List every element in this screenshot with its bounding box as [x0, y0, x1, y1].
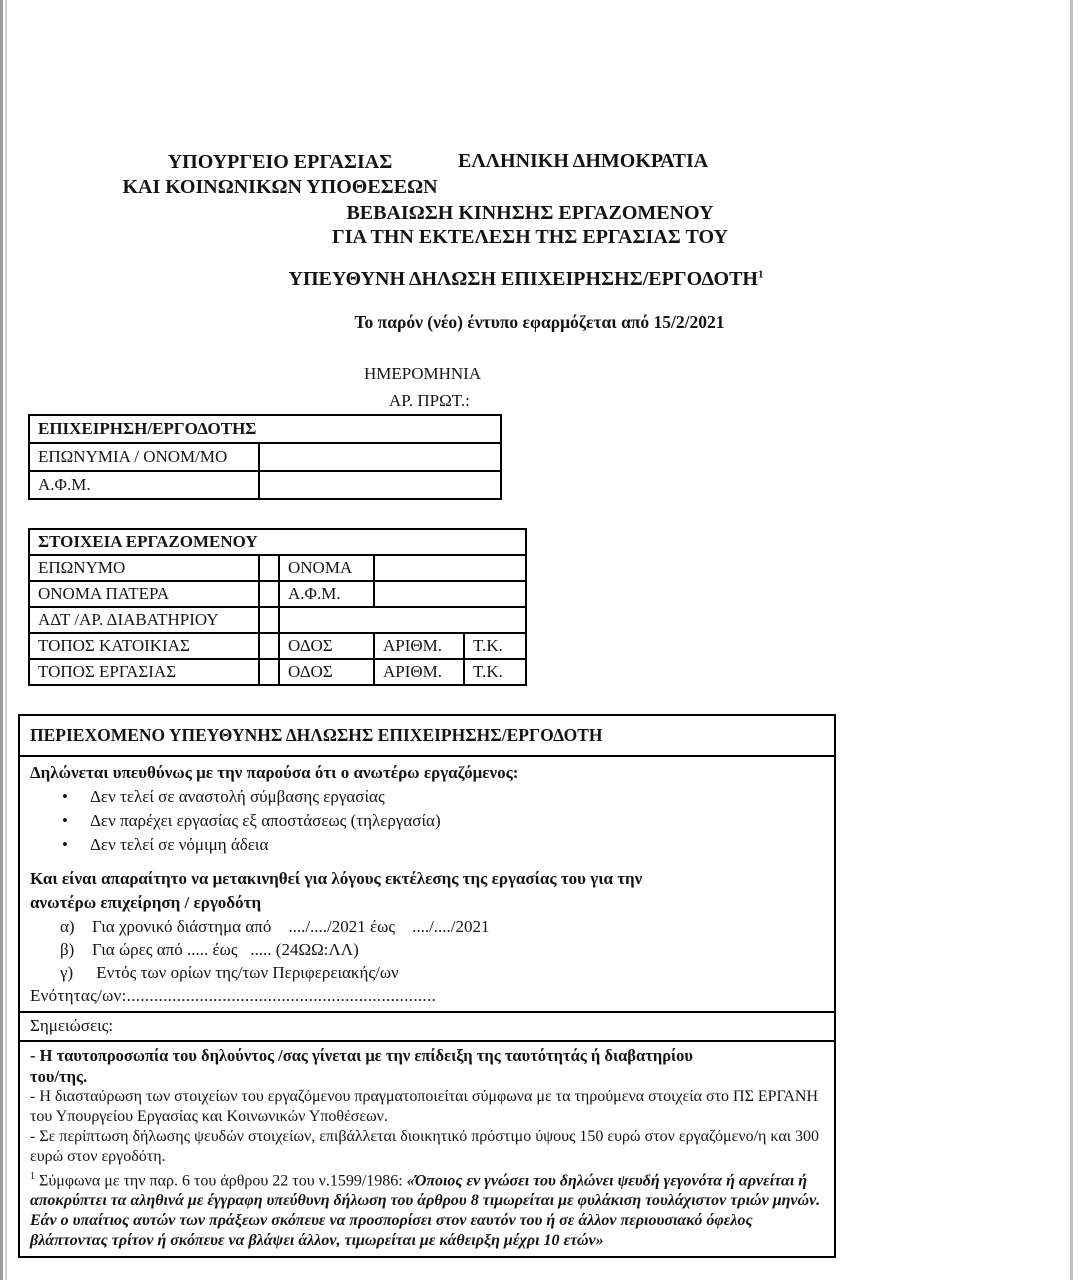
note-fines: - Σε περίπτωση δήλωσης ψευδών στοιχείων, επιβάλλεται διοικητικό πρόστιμο ύψους 150 ευρώ στον εργαζόμενο/η και 300 ευρώ στον εργοδότη.: [30, 1128, 820, 1165]
effective-date-subtitle: Το παρόν (νέο) έντυπο εφαρμόζεται από 15/2/2021: [354, 312, 725, 332]
spacer-cell: [259, 581, 279, 607]
ministry-line1: ΥΠΟΥΡΓΕΙΟ ΕΡΓΑΣΙΑΣ: [167, 151, 393, 173]
bullet-icon: •: [62, 787, 68, 806]
note-identity-line2: του/της.: [30, 1067, 88, 1086]
spacer-cell: [259, 607, 279, 633]
spacer-cell: [259, 555, 279, 581]
employee-firstname-field[interactable]: [374, 555, 526, 581]
note-identity: [30, 1045, 824, 1087]
protocol-number-label: ΑΡ. ΠΡΩΤ.:: [389, 391, 470, 410]
table-row: [29, 581, 526, 607]
table-row: [29, 633, 526, 659]
table-row: [29, 471, 501, 499]
bullet-text: Δεν τελεί σε αναστολή σύμβασης εργασίας: [90, 787, 385, 806]
certificate-title: [280, 201, 780, 249]
employer-table-header: ΕΠΙΧΕΙΡΗΣΗ/ΕΡΓΟΔΟΤΗΣ: [29, 415, 501, 443]
movement-line2: ανωτέρω επιχείρηση / εργοδότη: [30, 893, 262, 912]
table-row: [29, 659, 526, 685]
employer-table: [28, 414, 502, 500]
bullet-text: Δεν παρέχει εργασίας εξ αποστάσεως (τηλεργασία): [90, 811, 441, 830]
footnote-quote: «Όποιος εν γνώσει του δηλώνει ψευδή γεγονότα ή αρνείται ή αποκρύπτει τα αληθινά με έγγραφη υπεύθυνη δήλωση του άρθρου 8 τιμωρείται με φυλάκιση τουλάχιστον τριών μηνών. Εάν ο υπαίτιος αυτών των πράξεων σκόπευε να προσπορίσει στον εαυτόν του ή σε άλλον περιουσιακό όφελος βλάπτοντας τρίτον ή σκόπευε να βλάψει άλλον, τιμωρείται με κάθειρξη μέχρι 10 ετών»: [30, 1172, 821, 1250]
employee-afm-label: Α.Φ.Μ.: [279, 581, 374, 607]
list-item: [30, 938, 824, 961]
notes-label: Σημειώσεις:: [20, 1013, 834, 1042]
employee-id-number-field[interactable]: [279, 607, 526, 633]
note-ergani-check: - Η διασταύρωση των στοιχείων του εργαζόμενου πραγματοποιείται σύμφωνα με τα τηρούμενα στοιχεία στο ΠΣ ΕΡΓΑΝΗ του Υπουργείου Εργασίας και Κοινωνικών Υποθέσεων.: [30, 1088, 818, 1125]
list-item: [30, 833, 824, 857]
regional-limits-text: Εντός των ορίων της/των Περιφερειακής/ων: [92, 963, 399, 982]
list-item: [30, 809, 824, 833]
list-item: [30, 785, 824, 809]
page-title-text: ΥΠΕΥΘΥΝΗ ΔΗΛΩΣΗ ΕΠΙΧΕΙΡΗΣΗΣ/ΕΡΓΟΔΟΤΗ: [288, 268, 758, 290]
item-marker: γ): [60, 963, 74, 982]
bullet-icon: •: [62, 811, 68, 830]
declaration-intro: Δηλώνεται υπευθύνως με την παρούσα ότι ο ανωτέρω εργαζόμενος:: [30, 763, 519, 782]
notes-content: [20, 1042, 834, 1256]
residence-street-label: ΟΔΟΣ: [279, 633, 374, 659]
item-marker: β): [60, 940, 75, 959]
certificate-line2: ΓΙΑ ΤΗΝ ΕΚΤΕΛΕΣΗ ΤΗΣ ΕΡΓΑΣΙΑΣ ΤΟΥ: [332, 226, 728, 248]
table-row: [29, 529, 526, 555]
time-period-text: Για χρονικό διάστημα από ..../..../2021 έως ..../..../2021: [92, 917, 490, 936]
page-edge-right: [1070, 0, 1073, 1280]
declaration-content: [20, 757, 834, 1013]
table-row: [29, 607, 526, 633]
table-row: [29, 415, 501, 443]
employee-afm-field[interactable]: [374, 581, 526, 607]
page-edge-left-inner: [5, 0, 7, 1280]
bullet-icon: •: [62, 835, 68, 854]
table-row: [29, 555, 526, 581]
employer-afm-label: Α.Φ.Μ.: [29, 471, 259, 499]
list-item: [30, 915, 824, 938]
residence-number-label: ΑΡΙΘΜ.: [374, 633, 464, 659]
employer-name-field[interactable]: [259, 443, 501, 471]
hours-text: Για ώρες από ..... έως ..... (24ΩΩ:ΛΛ): [92, 940, 359, 959]
workplace-postcode-label: Τ.Κ.: [464, 659, 526, 685]
item-marker: α): [60, 917, 75, 936]
note-identity-line1: - Η ταυτοπροσωπία του δηλούντος /σας γίνεται με την επίδειξη της ταυτότητάς ή διαβατηρίου: [30, 1046, 693, 1065]
legal-footnote: [30, 1167, 824, 1251]
page-title: [0, 268, 1052, 291]
spacer-cell: [259, 659, 279, 685]
employer-name-label: ΕΠΩΝΥΜΙΑ / ΟΝΟΜ/ΜΟ: [29, 443, 259, 471]
page-edge-left: [0, 0, 3, 1280]
workplace-street-label: ΟΔΟΣ: [279, 659, 374, 685]
employee-table-header: ΣΤΟΙΧΕΙΑ ΕΡΓΑΖΟΜΕΝΟΥ: [29, 529, 526, 555]
employee-firstname-label: ΟΝΟΜΑ: [279, 555, 374, 581]
movement-line1: Και είναι απαραίτητο να μετακινηθεί για λόγους εκτέλεσης της εργασίας του για την: [30, 869, 643, 888]
ministry-line2: ΚΑΙ ΚΟΙΝΩΝΙΚΩΝ ΥΠΟΘΕΣΕΩΝ: [122, 176, 438, 198]
residence-label: ΤΟΠΟΣ ΚΑΤΟΙΚΙΑΣ: [29, 633, 259, 659]
title-footnote-ref: 1: [757, 268, 764, 281]
employee-id-number-label: ΑΔΤ /ΑΡ. ΔΙΑΒΑΤΗΡΙΟΥ: [29, 607, 259, 633]
declaration-section: [18, 714, 836, 1258]
footnote-ref: 1: [30, 1171, 35, 1182]
bullet-text: Δεν τελεί σε νόμιμη άδεια: [90, 835, 269, 854]
movement-statement: [30, 867, 824, 915]
workplace-label: ΤΟΠΟΣ ΕΡΓΑΣΙΑΣ: [29, 659, 259, 685]
employer-afm-field[interactable]: [259, 471, 501, 499]
republic-header: ΕΛΛΗΝΙΚΗ ΔΗΜΟΚΡΑΤΙΑ: [458, 150, 709, 172]
date-label: ΗΜΕΡΟΜΗΝΙΑ: [364, 364, 482, 383]
employee-table: [28, 528, 527, 686]
employee-father-name-label: ΟΝΟΜΑ ΠΑΤΕΡΑ: [29, 581, 259, 607]
ministry-header: [55, 150, 505, 200]
declaration-header: ΠΕΡΙΕΧΟΜΕΝΟ ΥΠΕΥΘΥΝΗΣ ΔΗΛΩΣΗΣ ΕΠΙΧΕΙΡΗΣΗΣ/ΕΡΓΟΔΟΤΗ: [20, 716, 834, 757]
spacer-cell: [259, 633, 279, 659]
footnote-intro: Σύμφωνα με την παρ. 6 του άρθρου 22 του ν.1599/1986:: [35, 1172, 407, 1190]
certificate-line1: ΒΕΒΑΙΩΣΗ ΚΙΝΗΣΗΣ ΕΡΓΑΖΟΜΕΝΟΥ: [346, 202, 714, 224]
employee-surname-label: ΕΠΩΝΥΜΟ: [29, 555, 259, 581]
workplace-number-label: ΑΡΙΘΜ.: [374, 659, 464, 685]
list-item: [30, 961, 824, 984]
residence-postcode-label: Τ.Κ.: [464, 633, 526, 659]
table-row: [29, 443, 501, 471]
regional-units-fill-line: Ενότητας/ων:....................................................................: [30, 986, 437, 1005]
